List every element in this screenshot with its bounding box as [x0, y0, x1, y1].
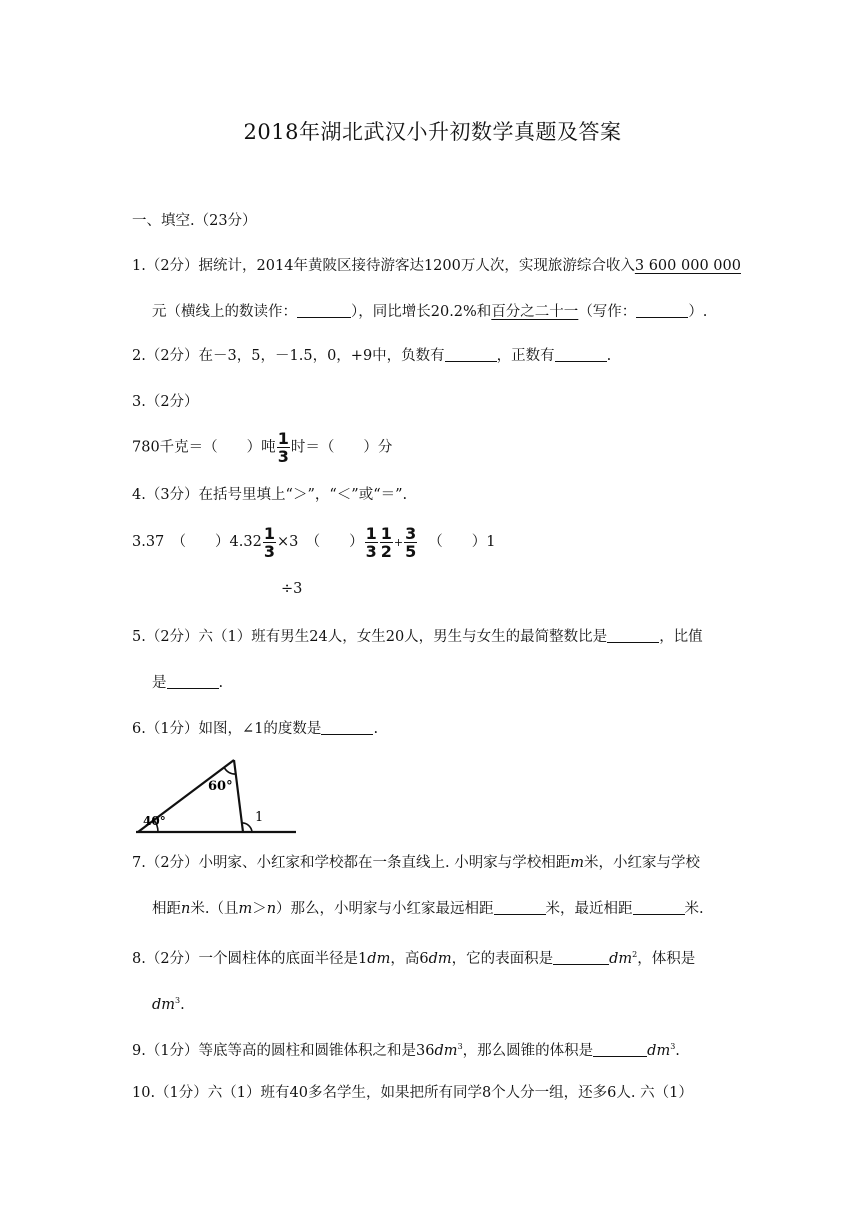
question-7-text-b: 米，小红家与学校	[584, 855, 701, 871]
question-4-text-d: （ ）1	[428, 534, 496, 550]
question-4-text-c: ×3 （ ）	[276, 534, 364, 550]
unit-dm: dm	[152, 997, 176, 1013]
unit-dm: dm	[434, 1043, 458, 1059]
question-7-text-d: 米.（且	[190, 901, 239, 917]
question-1-text-e: （写作：	[578, 304, 637, 320]
question-4-heading: 4.（3分）在括号里填上“＞”，“＜”或“＝”.	[132, 487, 408, 503]
question-7-text-e: ）那么，小明家与小红家最远相距	[276, 901, 494, 917]
question-8-line-2	[152, 991, 185, 1015]
question-5-text: 5.（2分）六（1）班有男生24人，女生20人，男生与女生的最简整数比是	[132, 629, 608, 645]
fraction	[365, 525, 378, 560]
exponent: 3	[175, 996, 181, 1005]
greater-than-sign: ＞	[252, 901, 267, 917]
triangle-figure	[130, 750, 300, 840]
section-heading: 一、填空.（23分）	[132, 213, 257, 229]
question-7-text-c: 相距	[152, 901, 181, 917]
fraction-denominator: 3	[277, 447, 289, 466]
question-1-text: 1.（2分）据统计，2014年黄陂区接待游客达1200万人次，实现旅游综合收入	[132, 258, 635, 274]
question-2-text: 2.（2分）在－3，5，－1.5，0，+9中，负数有	[132, 348, 445, 364]
answer-blank[interactable]	[321, 720, 373, 735]
answer-blank[interactable]	[607, 628, 659, 643]
question-3-heading: 3.（2分）	[132, 394, 199, 410]
question-4-text-b: 3.37 （ ）4.32	[132, 534, 262, 550]
answer-blank[interactable]	[633, 900, 685, 915]
question-1-text-f: ）.	[688, 304, 708, 320]
question-5-line-2	[152, 673, 223, 693]
exponent: 3	[457, 1042, 463, 1051]
question-8-text-d: ，体积是	[637, 951, 696, 967]
variable-n: n	[266, 901, 277, 917]
fraction-numerator: 1	[277, 429, 289, 448]
question-7-line-1	[132, 853, 700, 873]
question-2-text-c: .	[606, 348, 612, 364]
unit-dm: dm	[428, 951, 452, 967]
underlined-words: 百分之二十一	[491, 304, 579, 320]
page-title: 2018年湖北武汉小升初数学真题及答案	[243, 120, 622, 144]
question-4-body	[132, 524, 495, 561]
variable-m: m	[238, 901, 253, 917]
plus-sign: +	[393, 536, 404, 549]
question-1-line-2	[152, 302, 707, 322]
question-7-line-2	[152, 899, 704, 919]
question-5-line-1	[132, 627, 703, 647]
question-8-text-c: ，它的表面积是	[451, 951, 554, 967]
fraction-numerator: 3	[405, 523, 417, 543]
fraction	[263, 525, 276, 560]
question-10: 10.（1分）六（1）班有40多名学生，如果把所有同学8个人分一组，还多6人. 六（1）	[132, 1085, 693, 1101]
question-7-text-f: 米，最近相距	[545, 901, 633, 917]
fraction-numerator: 1	[263, 523, 275, 543]
question-9	[132, 1037, 680, 1061]
question-6-text: 6.（1分）如图，∠1的度数是	[132, 721, 322, 737]
question-1-text-c: ），同比增长20.2%和	[351, 304, 492, 320]
answer-blank[interactable]	[297, 303, 351, 318]
question-5-text-d: .	[218, 675, 224, 691]
angle-label-1: 1	[255, 810, 264, 825]
variable-m: m	[570, 855, 585, 871]
exponent: 2	[632, 950, 638, 959]
question-2	[132, 346, 611, 366]
fraction-numerator: 1	[380, 523, 392, 543]
question-8-text: 8.（2分）一个圆柱体的底面半径是1	[132, 951, 368, 967]
question-3-text-c: 时＝（ ）分	[290, 439, 393, 456]
question-7-text: 7.（2分）小明家、小红家和学校都在一条直线上. 小明家与学校相距	[132, 855, 571, 871]
question-8-text-e: .	[180, 997, 185, 1013]
question-3-text-b: 780千克＝（ ）吨	[132, 439, 276, 456]
fraction-denominator: 2	[380, 541, 392, 561]
fraction-denominator: 3	[365, 541, 377, 561]
unit-dm: dm	[647, 1043, 671, 1059]
answer-blank[interactable]	[636, 303, 688, 318]
fraction-numerator: 1	[365, 523, 377, 543]
fraction-denominator: 3	[263, 541, 275, 561]
question-9-text-b: ，那么圆锥的体积是	[462, 1043, 594, 1059]
angle-label-40: 40°	[143, 814, 166, 828]
unit-dm: dm	[367, 951, 391, 967]
exponent: 3	[670, 1042, 676, 1051]
question-6-text-b: .	[373, 721, 379, 737]
question-8-line-1	[132, 945, 695, 969]
question-8-text-b: ，高6	[390, 951, 429, 967]
question-6	[132, 719, 378, 739]
question-3-body	[132, 430, 392, 465]
fraction	[404, 525, 417, 560]
answer-blank[interactable]	[593, 1042, 647, 1057]
answer-blank[interactable]	[553, 950, 609, 965]
angle-label-60: 60°	[208, 779, 233, 794]
fraction-denominator: 5	[405, 541, 417, 561]
question-9-text-c: .	[675, 1043, 680, 1059]
answer-blank[interactable]	[555, 347, 607, 362]
question-5-text-c: 是	[152, 675, 167, 691]
question-5-text-b: ，比值	[659, 629, 703, 645]
fraction	[277, 430, 290, 465]
question-4-divide: ÷3	[281, 581, 303, 597]
answer-blank[interactable]	[494, 900, 546, 915]
question-7-text-g: 米.	[684, 901, 704, 917]
question-1-text-b: 元（横线上的数读作：	[152, 304, 297, 320]
question-9-text: 9.（1分）等底等高的圆柱和圆锥体积之和是36	[132, 1043, 435, 1059]
question-1-line-1	[132, 256, 741, 276]
underlined-number: 3 600 000 000	[634, 258, 741, 274]
question-2-text-b: ，正数有	[496, 348, 555, 364]
fraction	[380, 525, 393, 560]
variable-n: n	[181, 901, 191, 917]
unit-dm: dm	[609, 951, 633, 967]
answer-blank[interactable]	[445, 347, 497, 362]
answer-blank[interactable]	[167, 674, 219, 689]
